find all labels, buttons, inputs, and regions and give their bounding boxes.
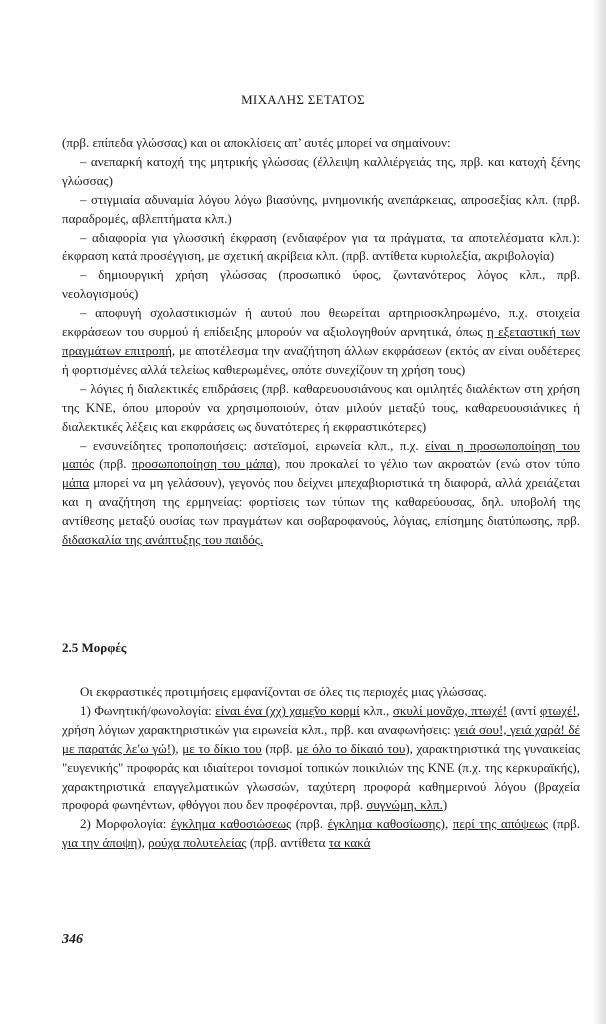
paragraph <box>62 683 580 702</box>
text-run: – ανεπαρκή κατοχή της μητρικής γλώσσας (έλλειψη καλλιέργειάς της, πρβ. και κατοχή ξένης γλώσσας) <box>62 153 580 188</box>
text-run: κλπ., <box>359 702 393 718</box>
underlined-text: διδασκαλία της ανάπτυξης του παιδός. <box>62 532 264 548</box>
underlined-text: περί της απόψεως <box>452 816 549 832</box>
body-text-section <box>62 683 580 853</box>
text-run: Οι εκφραστικές προτιμήσεις εμφανίζονται σε όλες τις περιοχές μιας γλώσσας. <box>80 684 487 699</box>
paragraph <box>62 229 580 267</box>
text-run: ), που προκαλεί το γέλιο των ακροατών (ενώ στον τύπο <box>272 456 580 472</box>
underlined-text: έγκλημα καθοσίωσης <box>327 816 441 832</box>
page-number: 346 <box>62 932 83 947</box>
text-run: – αδιαφορία για γλωσσική έκφραση (ενδιαφέρον για τα πράγματα, τα αποτελέσματα κλπ.): έκφραση κατά προσέγγιση, με σχετική ακρίβεια κλπ. (πρβ. αντίθετα κυριολεξία, ακριβολογία) <box>62 229 580 264</box>
text-run: , χρήση λόγιων χαρακτηριστικών για ειρωνεία κλπ., πρβ. και αναφωνήσεις: <box>62 702 581 737</box>
page-edge-shadow <box>592 0 606 1024</box>
underlined-text: ρούχα πολυτελείας <box>148 835 247 851</box>
text-run: (αντί <box>507 702 540 718</box>
underlined-text: είναι η προσωποποίηση του μαπός <box>62 437 580 472</box>
section-title: 2.5 Μορφές <box>62 640 127 655</box>
paragraph <box>62 134 580 153</box>
paragraph <box>62 380 580 437</box>
underlined-text: μάπα <box>62 475 90 491</box>
underlined-text: τα κακά <box>328 835 371 851</box>
underlined-text: είναι ένα (χχ) χαμε̃ͅνο κορμί <box>215 702 360 718</box>
paragraph <box>62 304 580 380</box>
text-run: (πρβ. επίπεδα γλώσσας) και οι αποκλίσεις απ’ αυτές μπορεί να σημαίνουν: <box>62 135 451 150</box>
underlined-text: φτωχέ! <box>539 702 577 718</box>
paragraph <box>62 191 580 229</box>
underlined-text: γειά σου!, γειά χαρά! δέ με παρατάς λεʹω γώ!) <box>62 721 580 756</box>
paragraph <box>62 266 580 304</box>
paragraph <box>62 437 580 550</box>
text-run: – ενσυνείδητες τροποποιήσεις: αστεϊσμοί, ειρωνεία κλπ., π.χ. <box>80 437 426 453</box>
paragraph <box>62 153 580 191</box>
paragraph <box>62 702 580 815</box>
underlined-text: προσωποποίηση του μάπα <box>131 456 273 472</box>
text-run: (πρβ. <box>94 456 132 472</box>
text-run: 2) Μορφολογία: <box>80 816 171 832</box>
underlined-text: η εξεταστική των πραγμάτων επιτροπή <box>62 324 580 358</box>
text-run: – στιγμιαία αδυναμία λόγου λόγω βιασύνης, μνημονικής ανεπάρκειας, απροσεξίας κλπ. (πρβ. παραδρομές, αβλεπτήματα κλπ.) <box>62 191 580 226</box>
underlined-text: για την άποψη <box>62 835 138 851</box>
text-run: ), <box>137 835 149 851</box>
text-run: – δημιουργική χρήση γλώσσας (προσωπικό ύφος, ζωντανότερος λόγος κλπ., πρβ. νεολογισμούς) <box>62 267 580 302</box>
text-run: (πρβ. <box>261 740 297 756</box>
paragraph <box>62 815 580 853</box>
text-run: ), χαρακτηριστικά της γυναικείας "ευγενικής" προφοράς και ιδιαίτεροι τονισμοί τοπικών ποικιλιών της ΚΝΕ (π.χ. της κερκυραϊκής), χαρακτηριστικά επαγγελματικών γλωσσών, ταχύτερη προφορά καθημερινού λόγου (βραχεία προφορά φωνηέντων, φθόγγοι που δεν προφέρονται, πρβ. <box>62 740 580 813</box>
body-text-top <box>62 134 580 550</box>
text-run: , με αποτέλεσμα την αναζήτηση άλλων εκφράσεων (εκτός αν είναι ουδέτερες ή φορτισμένες αλλά τελείως καθιερωμένες, οπότε συνεχίζουν τη χρήση τους) <box>62 342 581 377</box>
text-run: 1) Φωνητική/φωνολογία: <box>80 702 216 718</box>
underlined-text: συγνώμη, κλπ. <box>366 797 443 813</box>
underlined-text: έγκλημα καθοσιώσεως <box>170 816 292 832</box>
running-header: ΜΙΧΑΛΗΣ ΣΕΤΑΤΟΣ <box>241 92 365 107</box>
underlined-text: με όλο το δίκαιό του <box>296 740 406 756</box>
text-run: (πρβ. αντίθετα <box>246 835 329 851</box>
text-run: ), <box>440 816 453 832</box>
underlined-text: με το δίκιο του <box>182 740 262 756</box>
underlined-text: σκυλί μονᾶχο, πτωχέ! <box>392 702 508 718</box>
text-run: , <box>175 740 183 756</box>
text-run: – λόγιες ή διαλεκτικές επιδράσεις (πρβ. καθαρευουσιάνους και ομιλητές διαλέκτων στη χρήση της ΚΝΕ, όπου μπορούν να χρησιμοποιούν, όταν μιλούν μεταξύ τους, καθαρευουσιάνικες ή διαλεκτικές λέξεις και εκφράσεις ως δυνατότερες ή εκφραστικότερες) <box>62 380 580 434</box>
text-run: μπορεί να μη γελάσουν), γεγονός που δείχνει μπεχαβιοριστικά τη διαφορά, αλλά χρειάζεται και η αναζήτηση της ερμηνείας: φορτίσεις των τύπων της καθαρεύουσας, δηλ. υποβολή της αντίθεσης μεταξύ ουσίας των πραγμάτων και σοβαροφανούς, λόγιας, επίσημης διατύπωσης, πρβ. <box>62 475 580 529</box>
text-run: – αποφυγή σχολαστικισμών ή αυτού που θεωρείται αρτηριοσκληρωμένο, π.χ. στοιχεία εκφράσεων του συρμού ή επίδειξης μπορούν να αξιολογηθούν αρνητικά, όπως <box>62 305 580 340</box>
text-run: ) <box>442 797 448 813</box>
text-run: (πρβ. <box>548 816 580 832</box>
text-run: (πρβ. <box>291 816 328 832</box>
